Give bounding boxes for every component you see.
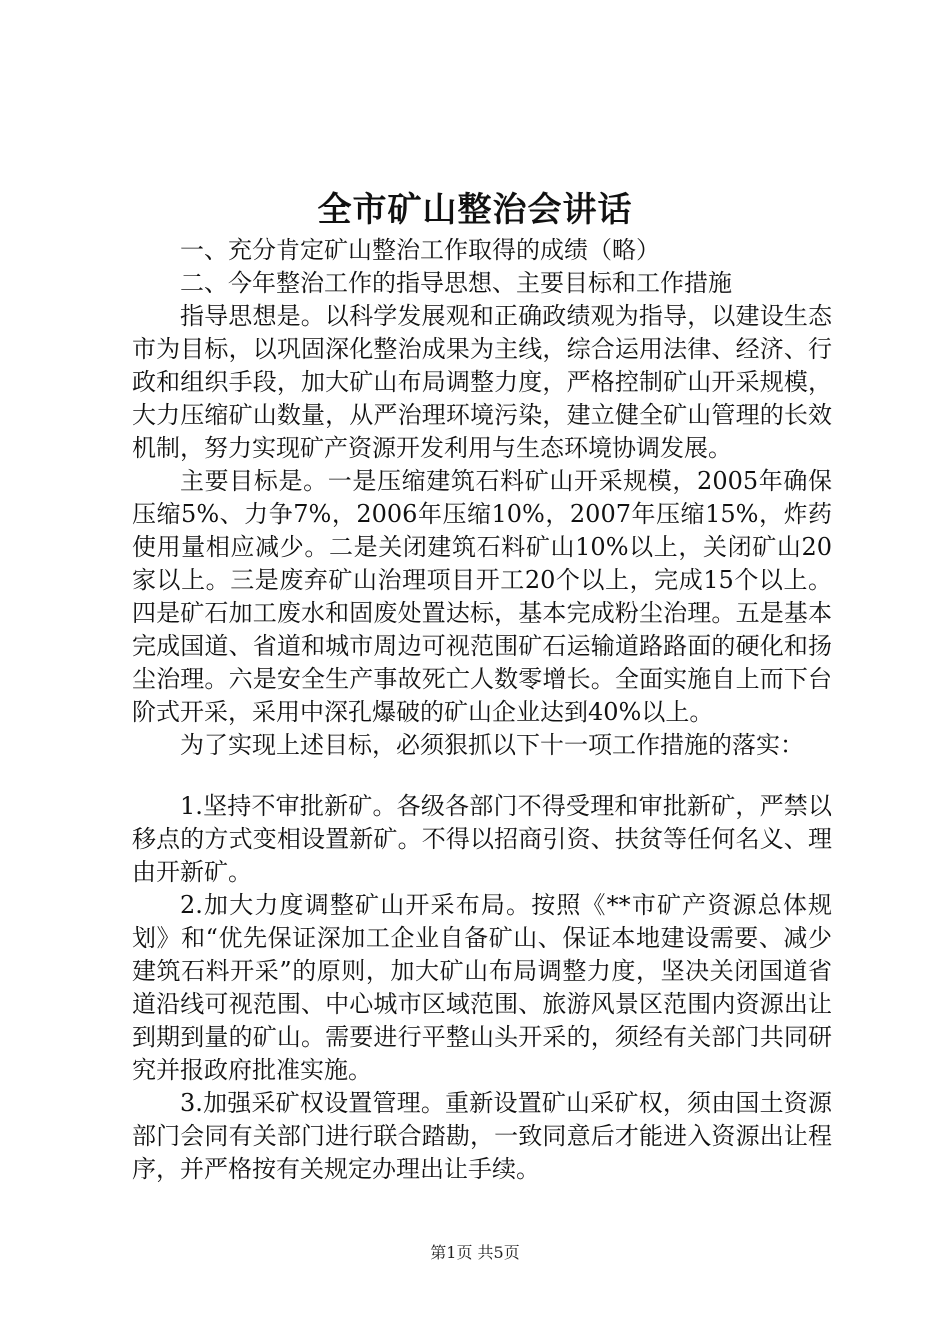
section-heading-1: 一、充分肯定矿山整治工作取得的成绩（略） [180,236,660,264]
measures-intro-paragraph: 为了实现上述目标，必须狠抓以下十一项工作措施的落实： [180,731,804,759]
guiding-ideology-paragraph: 指导思想是。以科学发展观和正确政绩观为指导，以建设生态市为目标，以巩固深化整治成果为主线，综合运用法律、经济、行政和组织手段，加大矿山布局调整力度，严格控制矿山开采规模，大力压缩矿山数量，从严治理环境污染，建立健全矿山管理的长效机制，努力实现矿产资源开发利用与生态环境协调发展。 [132,302,832,462]
section-heading-2: 二、今年整治工作的指导思想、主要目标和工作措施 [180,269,732,297]
main-goals-paragraph: 主要目标是。一是压缩建筑石料矿山开采规模，2005年确保压缩5%、力争7%，2006年压缩10%，2007年压缩15%，炸药使用量相应减少。二是关闭建筑石料矿山10%以上，关闭矿山20家以上。三是废弃矿山治理项目开工20个以上，完成15个以上。四是矿石加工废水和固废处置达标，基本完成粉尘治理。五是基本完成国道、省道和城市周边可视范围矿石运输道路路面的硬化和扬尘治理。六是安全生产事故死亡人数零增长。全面实施自上而下台阶式开采，采用中深孔爆破的矿山企业达到40%以上。 [132,467,832,726]
document-title: 全市矿山整治会讲话 [317,190,633,230]
paragraph-gap [132,762,832,790]
measure-item-1: 1.坚持不审批新矿。各级各部门不得受理和审批新矿，严禁以移点的方式变相设置新矿。不得以招商引资、扶贫等任何名义、理由开新矿。 [132,792,832,886]
page-footer: 第1页 共5页 [430,1243,520,1262]
document-body [132,234,832,1186]
measure-item-3: 3.加强采矿权设置管理。重新设置矿山采矿权，须由国土资源部门会同有关部门进行联合踏勘，一致同意后才能进入资源出让程序，并严格按有关规定办理出让手续。 [132,1089,832,1183]
measure-item-2: 2.加大力度调整矿山开采布局。按照《**市矿产资源总体规划》和“优先保证深加工企业自备矿山、保证本地建设需要、减少建筑石料开采”的原则，加大矿山布局调整力度，坚决关闭国道省道沿线可视范围、中心城市区域范围、旅游风景区范围内资源出让到期到量的矿山。需要进行平整山头开采的，须经有关部门共同研究并报政府批准实施。 [132,891,832,1084]
